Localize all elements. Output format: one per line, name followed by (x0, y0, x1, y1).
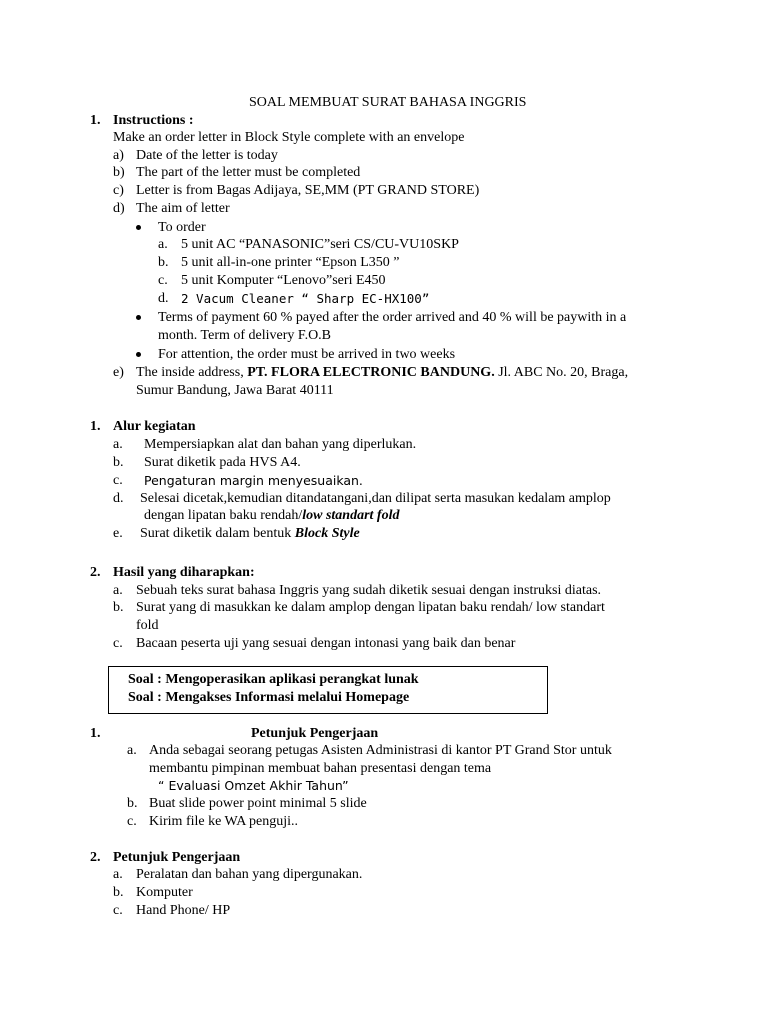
order-item: 5 unit all-in-one printer “Epson L350 ” (181, 255, 400, 270)
list-marker: c. (113, 636, 123, 651)
order-item: 5 unit Komputer “Lenovo”seri E450 (181, 273, 386, 288)
list-marker: e. (113, 526, 123, 541)
soal-line-1: Soal : Mengoperasikan aplikasi perangkat lunak (128, 672, 419, 687)
list-marker: b. (113, 885, 124, 900)
list-item: Selesai dicetak,kemudian ditandatangani,dan dilipat serta masukan kedalam amplop (140, 491, 611, 506)
list-item: The aim of letter (136, 201, 230, 216)
fold-text: dengan lipatan baku rendah/ (144, 508, 303, 523)
list-marker: e) (113, 365, 124, 380)
list-item-continuation: fold (136, 618, 159, 633)
list-marker: a. (113, 437, 123, 452)
list-item: Hand Phone/ HP (136, 903, 231, 918)
list-item: Anda sebagai seorang petugas Asisten Administrasi di kantor PT Grand Stor untuk (149, 743, 612, 758)
section-number: 1. (90, 726, 101, 741)
list-item-continuation (144, 507, 399, 524)
list-item: Pengaturan margin menyesuaikan. (144, 473, 363, 488)
section-number: 1. (90, 113, 101, 128)
list-item: Date of the letter is today (136, 148, 278, 163)
list-marker: d. (113, 491, 124, 506)
list-item: Bacaan peserta uji yang sesuai dengan intonasi yang baik dan benar (136, 636, 516, 651)
list-marker: c) (113, 183, 124, 198)
section-heading-hasil: Hasil yang diharapkan: (113, 565, 255, 580)
list-item: The part of the letter must be completed (136, 165, 361, 180)
page-title: SOAL MEMBUAT SURAT BAHASA INGGRIS (249, 95, 527, 110)
terms-line-1: Terms of payment 60 % payed after the order arrived and 40 % will be paywith in a (158, 310, 627, 325)
list-marker: d) (113, 201, 125, 216)
order-item: 2 Vacum Cleaner “ Sharp EC-HX100” (181, 291, 430, 306)
section-number: 1. (90, 419, 101, 434)
section-heading-petunjuk-1: Petunjuk Pengerjaan (251, 726, 379, 741)
list-marker: a. (127, 743, 137, 758)
list-item: Kirim file ke WA penguji.. (149, 814, 299, 829)
section-number: 2. (90, 850, 101, 865)
section-heading-petunjuk-2: Petunjuk Pengerjaan (113, 850, 241, 865)
inside-address-line-1 (136, 364, 628, 381)
soal-line-2: Soal : Mengakses Informasi melalui Homepage (128, 690, 410, 705)
order-item: 5 unit AC “PANASONIC”seri CS/CU-VU10SKP (181, 237, 459, 252)
list-marker: c. (127, 814, 137, 829)
list-marker: a) (113, 148, 124, 163)
list-item-continuation: “ Evaluasi Omzet Akhir Tahun” (158, 778, 349, 793)
list-item: Sebuah teks surat bahasa Inggris yang sudah diketik sesuai dengan instruksi diatas. (136, 583, 602, 598)
list-marker: a. (158, 237, 168, 252)
list-marker: d. (158, 291, 169, 306)
section-heading-alur: Alur kegiatan (113, 419, 196, 434)
list-item: Komputer (136, 885, 193, 900)
fold-emphasis: low standart fold (302, 508, 400, 523)
inside-address-street: Jl. ABC No. 20, Braga, (494, 365, 629, 380)
style-text: Surat diketik dalam bentuk (140, 526, 295, 541)
list-marker: b. (158, 255, 169, 270)
inside-address-line-2: Sumur Bandung, Jawa Barat 40111 (136, 383, 334, 398)
list-item: Buat slide power point minimal 5 slide (149, 796, 367, 811)
list-item (140, 525, 360, 542)
list-marker: b. (127, 796, 138, 811)
style-emphasis: Block Style (294, 526, 360, 541)
list-item: Surat yang di masukkan ke dalam amplop dengan lipatan baku rendah/ low standart (136, 600, 605, 615)
bullet-icon (136, 352, 141, 357)
list-item: Surat diketik pada HVS A4. (144, 455, 301, 470)
list-marker: c. (113, 473, 123, 488)
list-marker: b. (113, 600, 124, 615)
list-marker: a. (113, 583, 123, 598)
instructions-intro: Make an order letter in Block Style complete with an envelope (113, 130, 465, 145)
list-item-to-order: To order (158, 220, 206, 235)
bullet-icon (136, 225, 141, 230)
list-marker: c. (113, 903, 123, 918)
list-marker: a. (113, 867, 123, 882)
bullet-icon (136, 315, 141, 320)
list-marker: b) (113, 165, 125, 180)
list-item: Peralatan dan bahan yang dipergunakan. (136, 867, 363, 882)
section-number: 2. (90, 565, 101, 580)
terms-line-2: month. Term of delivery F.O.B (158, 328, 332, 343)
inside-address-company: PT. FLORA ELECTRONIC BANDUNG. (247, 365, 495, 380)
inside-address-prefix: The inside address, (136, 365, 248, 380)
list-marker: b. (113, 455, 124, 470)
list-item-continuation: membantu pimpinan membuat bahan presentasi dengan tema (149, 761, 492, 776)
section-heading-instructions: Instructions : (113, 113, 194, 128)
list-item: Mempersiapkan alat dan bahan yang diperlukan. (144, 437, 417, 452)
list-marker: c. (158, 273, 168, 288)
list-item: Letter is from Bagas Adijaya, SE,MM (PT GRAND STORE) (136, 183, 480, 198)
attention-line: For attention, the order must be arrived in two weeks (158, 347, 456, 362)
